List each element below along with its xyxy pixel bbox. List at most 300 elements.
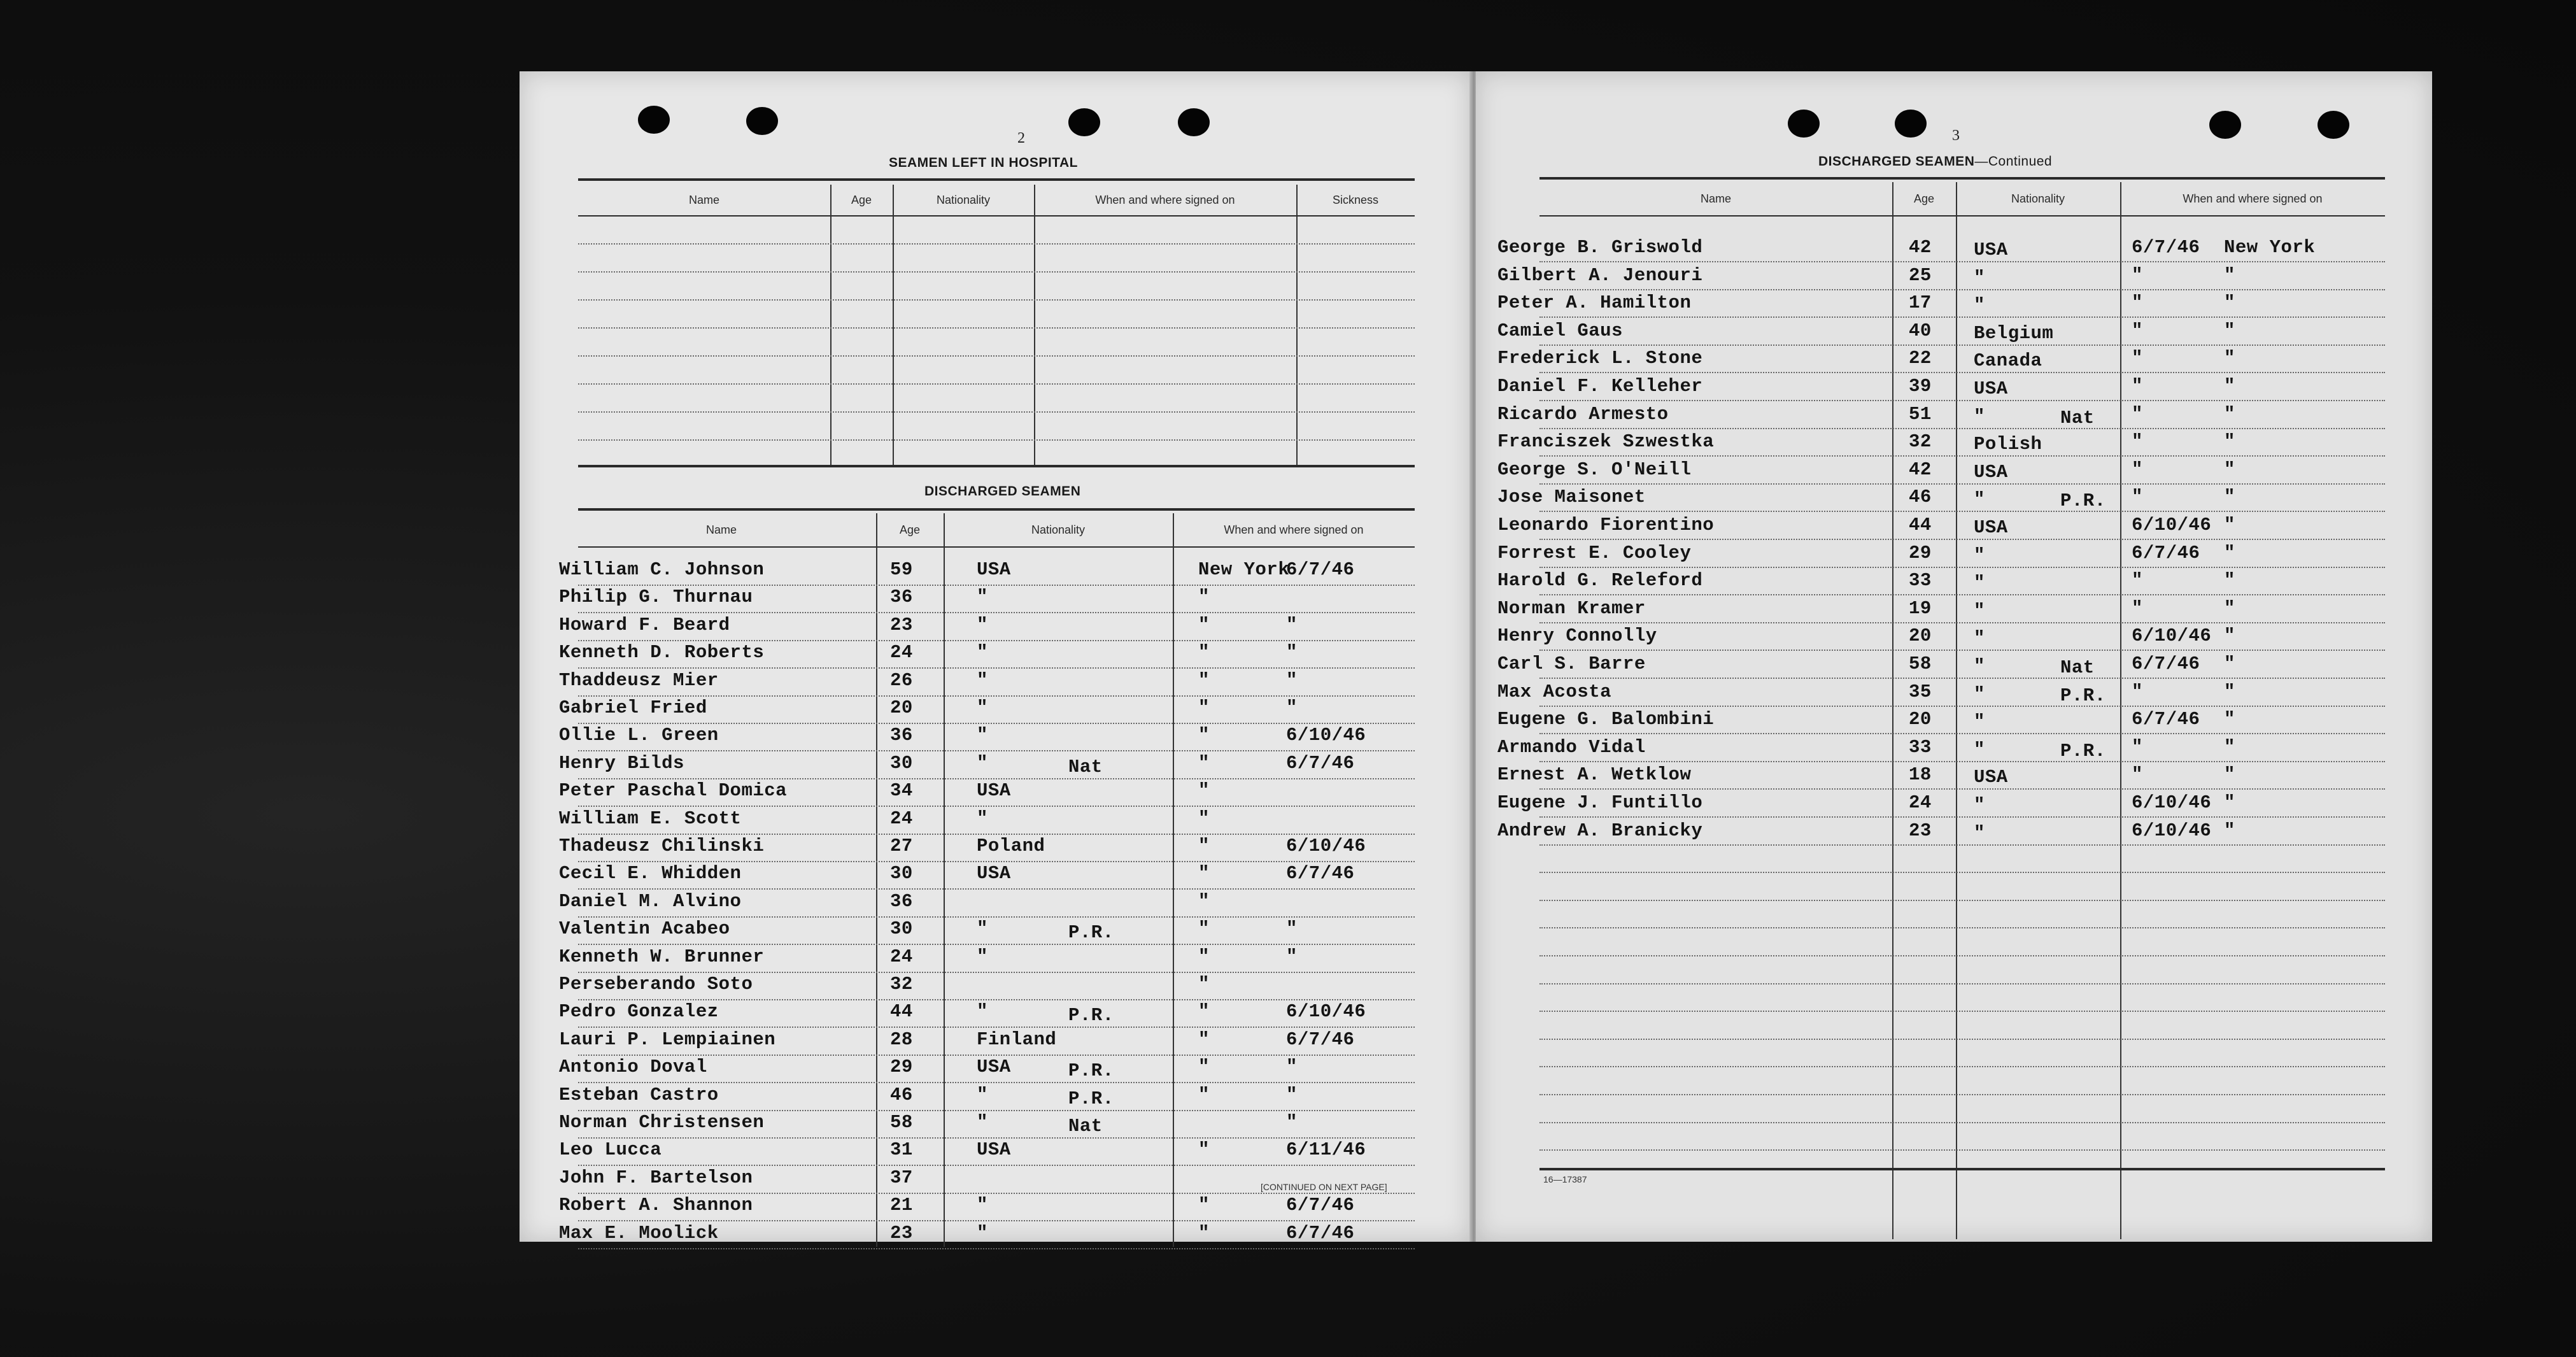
punch-hole xyxy=(638,106,670,134)
seaman-nationality: USA xyxy=(1974,767,2008,788)
seaman-age: 31 xyxy=(890,1139,913,1160)
seaman-nationality: " xyxy=(1974,739,1985,760)
row-rule xyxy=(578,1137,1415,1139)
seaman-nationality: USA xyxy=(977,863,1011,884)
seaman-nationality-note: P.R. xyxy=(1068,1088,1114,1109)
signed-on-date: 6/10/46 xyxy=(1286,1001,1366,1022)
seaman-name: Gilbert A. Jenouri xyxy=(1497,265,1703,286)
right-page xyxy=(1476,71,2432,1242)
seaman-age: 29 xyxy=(890,1056,913,1077)
seaman-age: 24 xyxy=(890,642,913,663)
seaman-age: 36 xyxy=(890,586,913,607)
signed-on-date: 6/10/46 xyxy=(1286,725,1366,746)
signed-on-place: " xyxy=(2224,764,2235,785)
seaman-name: Perseberando Soto xyxy=(559,974,753,995)
seaman-name: Ollie L. Green xyxy=(559,725,719,746)
row-rule xyxy=(578,640,1415,641)
signed-on-place: " xyxy=(2224,459,2235,480)
seaman-age: 37 xyxy=(890,1167,913,1188)
hospital-section-title: SEAMEN LEFT IN HOSPITAL xyxy=(889,155,1078,170)
seaman-nationality: " xyxy=(1974,295,1985,316)
signed-on-place: New York xyxy=(1198,559,1290,580)
seaman-nationality: " xyxy=(977,697,988,718)
seaman-name: Ricardo Armesto xyxy=(1497,404,1669,425)
row-rule xyxy=(1539,816,2385,818)
row-rule xyxy=(578,612,1415,613)
signed-on-place: " xyxy=(2224,570,2235,591)
seaman-nationality: USA xyxy=(1974,239,2008,260)
punch-hole xyxy=(1788,110,1820,138)
punch-hole xyxy=(1178,108,1210,136)
seaman-nationality: USA xyxy=(1974,462,2008,483)
left-page xyxy=(520,71,1471,1242)
seaman-age: 20 xyxy=(1909,625,1932,646)
seaman-nationality: Belgium xyxy=(1974,323,2054,344)
col-header-sickness: Sickness xyxy=(1332,194,1379,206)
seaman-nationality: " xyxy=(977,1084,988,1105)
signed-on-date: 6/7/46 xyxy=(2132,709,2200,730)
seaman-age: 33 xyxy=(1909,737,1932,758)
signed-on-date: " xyxy=(1286,697,1298,718)
signed-on-date: 6/7/46 xyxy=(1286,753,1355,774)
signed-on-place: " xyxy=(1198,918,1210,939)
col-header-age: Age xyxy=(851,194,872,206)
seaman-nationality: " xyxy=(1974,545,1985,566)
signed-on-place: " xyxy=(2224,431,2235,452)
seaman-nationality: " xyxy=(1974,795,1985,816)
row-rule xyxy=(1539,1066,2385,1067)
rule xyxy=(578,383,1415,385)
discharged-section-title: DISCHARGED SEAMEN xyxy=(924,484,1081,499)
seaman-nationality: USA xyxy=(1974,378,2008,399)
signed-on-place: " xyxy=(1198,670,1210,691)
seaman-nationality: " xyxy=(977,1001,988,1022)
seaman-nationality: " xyxy=(1974,711,1985,732)
seaman-nationality-note: P.R. xyxy=(1068,1060,1114,1081)
seaman-nationality-note: P.R. xyxy=(2060,685,2106,706)
signed-on-place: " xyxy=(2224,543,2235,564)
row-rule xyxy=(1539,927,2385,928)
col-header-nationality: Nationality xyxy=(936,194,991,206)
signed-on-place: New York xyxy=(2224,237,2316,258)
seaman-age: 24 xyxy=(890,946,913,967)
signed-on-place: " xyxy=(2224,292,2235,313)
signed-on-date: 6/10/46 xyxy=(2132,625,2212,646)
row-rule xyxy=(1539,372,2385,373)
row-rule xyxy=(578,750,1415,751)
seaman-nationality: " xyxy=(977,918,988,939)
col-header-name: Name xyxy=(1700,192,1731,205)
signed-on-date: 6/10/46 xyxy=(2132,820,2212,841)
seaman-age: 44 xyxy=(1909,515,1932,536)
row-rule xyxy=(1539,844,2385,846)
row-rule xyxy=(1539,539,2385,540)
col-header-signed-on: When and where signed on xyxy=(1095,194,1235,206)
row-rule xyxy=(578,916,1415,918)
seaman-age: 21 xyxy=(890,1195,913,1216)
seaman-nationality: Finland xyxy=(977,1029,1057,1050)
rule xyxy=(578,299,1415,301)
seaman-name: Andrew A. Branicky xyxy=(1497,820,1703,841)
signed-on-place: " xyxy=(1198,863,1210,884)
seaman-age: 23 xyxy=(1909,820,1932,841)
signed-on-place: " xyxy=(2224,709,2235,730)
seaman-age: 58 xyxy=(1909,653,1932,674)
seaman-age: 39 xyxy=(1909,376,1932,397)
seaman-nationality-note: Nat xyxy=(2060,657,2095,678)
seaman-age: 22 xyxy=(1909,348,1932,369)
seaman-nationality: " xyxy=(977,753,988,774)
seaman-nationality: " xyxy=(1974,823,1985,844)
seaman-age: 25 xyxy=(1909,265,1932,286)
seaman-nationality-note: P.R. xyxy=(1068,1005,1114,1026)
col-header-signed-on: When and where signed on xyxy=(2183,192,2323,205)
seaman-nationality: " xyxy=(977,586,988,607)
row-rule xyxy=(1539,955,2385,956)
row-rule xyxy=(1539,483,2385,485)
seaman-age: 35 xyxy=(1909,681,1932,702)
signed-on-date: " xyxy=(2132,348,2143,369)
seaman-name: Camiel Gaus xyxy=(1497,320,1623,341)
section-title-main: DISCHARGED SEAMEN xyxy=(1818,154,1975,169)
col-divider xyxy=(1892,182,1893,1239)
row-rule xyxy=(578,1248,1415,1249)
row-rule xyxy=(1539,650,2385,651)
row-rule xyxy=(1539,788,2385,790)
signed-on-date: " xyxy=(1286,615,1298,636)
seaman-name: Eugene G. Balombini xyxy=(1497,709,1715,730)
seaman-nationality: USA xyxy=(977,559,1011,580)
row-rule xyxy=(578,1055,1415,1056)
signed-on-date: " xyxy=(2132,431,2143,452)
seaman-nationality: " xyxy=(1974,267,1985,288)
signed-on-place: " xyxy=(1198,1139,1210,1160)
signed-on-date: 6/11/46 xyxy=(1286,1139,1366,1160)
col-header-nationality: Nationality xyxy=(1031,523,1086,536)
row-rule xyxy=(578,778,1415,779)
signed-on-place: " xyxy=(2224,320,2235,341)
seaman-nationality: " xyxy=(977,642,988,663)
signed-on-date: " xyxy=(2132,737,2143,758)
rule xyxy=(578,178,1415,181)
signed-on-date: " xyxy=(2132,459,2143,480)
signed-on-place: " xyxy=(2224,487,2235,508)
seaman-age: 46 xyxy=(1909,487,1932,508)
signed-on-place: " xyxy=(1198,974,1210,995)
row-rule xyxy=(1539,900,2385,901)
seaman-name: Gabriel Fried xyxy=(559,697,707,718)
seaman-name: Lauri P. Lempiainen xyxy=(559,1029,776,1050)
col-divider xyxy=(893,185,894,467)
seaman-name: William C. Johnson xyxy=(559,559,765,580)
signed-on-date: " xyxy=(2132,265,2143,286)
seaman-name: Max E. Moolick xyxy=(559,1223,719,1244)
row-rule xyxy=(578,723,1415,724)
signed-on-place: " xyxy=(2224,515,2235,536)
seaman-age: 44 xyxy=(890,1001,913,1022)
signed-on-place: " xyxy=(2224,625,2235,646)
signed-on-date: " xyxy=(2132,764,2143,785)
rule xyxy=(1539,177,2385,180)
seaman-nationality: " xyxy=(977,808,988,829)
row-rule xyxy=(578,1082,1415,1083)
seaman-nationality-note: P.R. xyxy=(1068,922,1114,943)
seaman-name: Daniel M. Alvino xyxy=(559,891,742,912)
signed-on-date: 6/7/46 xyxy=(1286,559,1355,580)
row-rule xyxy=(578,1027,1415,1028)
seaman-name: Harold G. Releford xyxy=(1497,570,1703,591)
seaman-name: Thaddeusz Mier xyxy=(559,670,719,691)
seaman-nationality-note: Nat xyxy=(1068,757,1103,778)
signed-on-place: " xyxy=(1198,1084,1210,1105)
row-rule xyxy=(1539,345,2385,346)
signed-on-date: " xyxy=(1286,670,1298,691)
seaman-age: 32 xyxy=(1909,431,1932,452)
page-number: 2 xyxy=(1017,130,1025,146)
signed-on-place: " xyxy=(1198,1001,1210,1022)
row-rule xyxy=(1539,983,2385,984)
punch-hole xyxy=(2209,111,2241,139)
row-rule xyxy=(1539,1094,2385,1095)
seaman-name: Leonardo Fiorentino xyxy=(1497,515,1715,536)
row-rule xyxy=(1539,289,2385,290)
seaman-nationality: USA xyxy=(977,1056,1011,1077)
row-rule xyxy=(1539,261,2385,262)
row-rule xyxy=(578,806,1415,807)
seaman-age: 36 xyxy=(890,725,913,746)
col-divider xyxy=(1296,185,1298,467)
signed-on-place: " xyxy=(2224,376,2235,397)
punch-hole xyxy=(746,107,778,135)
seaman-nationality: " xyxy=(977,1112,988,1133)
seaman-age: 27 xyxy=(890,835,913,856)
seaman-nationality: " xyxy=(977,670,988,691)
signed-on-place: " xyxy=(1198,1223,1210,1244)
seaman-nationality: " xyxy=(1974,684,1985,705)
signed-on-place: " xyxy=(1198,615,1210,636)
signed-on-place: " xyxy=(1198,835,1210,856)
seaman-nationality: " xyxy=(1974,406,1985,427)
signed-on-date: " xyxy=(2132,598,2143,619)
signed-on-place: " xyxy=(1198,586,1210,607)
row-rule xyxy=(578,667,1415,669)
col-header-name: Name xyxy=(688,194,719,206)
seaman-name: Frederick L. Stone xyxy=(1497,348,1703,369)
row-rule xyxy=(1539,455,2385,457)
col-divider xyxy=(830,185,832,467)
row-rule xyxy=(1539,316,2385,318)
row-rule xyxy=(578,695,1415,697)
signed-on-place: " xyxy=(2224,792,2235,813)
seaman-nationality: " xyxy=(1974,572,1985,593)
row-rule xyxy=(1539,594,2385,595)
seaman-age: 30 xyxy=(890,753,913,774)
rule xyxy=(578,411,1415,413)
signed-on-date: " xyxy=(1286,642,1298,663)
col-header-age: Age xyxy=(1913,192,1935,205)
signed-on-date: " xyxy=(2132,404,2143,425)
row-rule xyxy=(1539,678,2385,679)
seaman-age: 17 xyxy=(1909,292,1932,313)
col-header-signed-on: When and where signed on xyxy=(1224,523,1364,536)
seaman-nationality: USA xyxy=(1974,517,2008,538)
seaman-age: 59 xyxy=(890,559,913,580)
signed-on-date: " xyxy=(2132,570,2143,591)
signed-on-place: " xyxy=(1198,1056,1210,1077)
seaman-name: Armando Vidal xyxy=(1497,737,1646,758)
punch-hole xyxy=(2318,111,2349,139)
row-rule xyxy=(578,1193,1415,1194)
form-number: 16—17387 xyxy=(1543,1174,1587,1184)
col-divider xyxy=(2120,182,2121,1239)
seaman-name: Jose Maisonet xyxy=(1497,487,1646,508)
seaman-nationality: Canada xyxy=(1974,350,2042,371)
row-rule xyxy=(1539,400,2385,401)
row-rule xyxy=(1539,1039,2385,1040)
seaman-name: Carl S. Barre xyxy=(1497,653,1646,674)
seaman-name: Leo Lucca xyxy=(559,1139,662,1160)
seaman-age: 20 xyxy=(890,697,913,718)
row-rule xyxy=(1539,761,2385,762)
seaman-nationality: " xyxy=(1974,600,1985,622)
seaman-name: Eugene J. Funtillo xyxy=(1497,792,1703,813)
seaman-name: Peter Paschal Domica xyxy=(559,780,788,801)
seaman-nationality: " xyxy=(977,615,988,636)
rule xyxy=(578,465,1415,467)
section-title-suffix: —Continued xyxy=(1974,154,2053,169)
row-rule xyxy=(1539,567,2385,568)
seaman-nationality: " xyxy=(1974,656,1985,677)
seaman-name: Esteban Castro xyxy=(559,1084,719,1105)
row-rule xyxy=(578,834,1415,835)
seaman-age: 30 xyxy=(890,863,913,884)
row-rule xyxy=(1539,872,2385,873)
seaman-age: 29 xyxy=(1909,543,1932,564)
row-rule xyxy=(1539,733,2385,734)
col-divider xyxy=(1956,182,1957,1239)
rule xyxy=(578,508,1415,511)
col-divider xyxy=(1034,185,1035,467)
seaman-age: 32 xyxy=(890,974,913,995)
row-rule xyxy=(578,888,1415,890)
rule xyxy=(578,546,1415,548)
signed-on-place: " xyxy=(2224,681,2235,702)
seaman-age: 46 xyxy=(890,1084,913,1105)
signed-on-place: " xyxy=(2224,653,2235,674)
seaman-name: Norman Kramer xyxy=(1497,598,1646,619)
row-rule xyxy=(578,861,1415,862)
signed-on-date: " xyxy=(2132,487,2143,508)
seaman-nationality: " xyxy=(977,946,988,967)
seaman-age: 42 xyxy=(1909,459,1932,480)
row-rule xyxy=(578,1220,1415,1221)
row-rule xyxy=(578,585,1415,586)
signed-on-place: " xyxy=(2224,737,2235,758)
discharged-continued-title xyxy=(1818,154,2052,169)
page-number: 3 xyxy=(1952,127,1960,144)
seaman-name: Henry Connolly xyxy=(1497,625,1657,646)
seaman-name: Franciszek Szwestka xyxy=(1497,431,1715,452)
seaman-age: 23 xyxy=(890,615,913,636)
seaman-name: Cecil E. Whidden xyxy=(559,863,742,884)
row-rule xyxy=(578,944,1415,945)
row-rule xyxy=(1539,428,2385,429)
signed-on-date: 6/7/46 xyxy=(1286,1223,1355,1244)
seaman-nationality: " xyxy=(1974,489,1985,510)
seaman-nationality: Poland xyxy=(977,835,1045,856)
seaman-age: 42 xyxy=(1909,237,1932,258)
seaman-name: Henry Bilds xyxy=(559,753,684,774)
signed-on-date: " xyxy=(2132,292,2143,313)
signed-on-date: 6/10/46 xyxy=(2132,515,2212,536)
signed-on-date: " xyxy=(2132,681,2143,702)
seaman-age: 28 xyxy=(890,1029,913,1050)
seaman-nationality-note: P.R. xyxy=(2060,490,2106,511)
rule xyxy=(578,215,1415,217)
signed-on-date: 6/10/46 xyxy=(1286,835,1366,856)
signed-on-place: " xyxy=(1198,1195,1210,1216)
rule xyxy=(1539,215,2385,217)
seaman-nationality: " xyxy=(977,725,988,746)
signed-on-date: " xyxy=(1286,946,1298,967)
seaman-name: John F. Bartelson xyxy=(559,1167,753,1188)
signed-on-date: 6/7/46 xyxy=(2132,653,2200,674)
signed-on-date: " xyxy=(1286,1084,1298,1105)
seaman-name: William E. Scott xyxy=(559,808,742,829)
signed-on-place: " xyxy=(2224,598,2235,619)
signed-on-date: 6/7/46 xyxy=(1286,863,1355,884)
seaman-name: Howard F. Beard xyxy=(559,615,730,636)
row-rule xyxy=(1539,1122,2385,1123)
signed-on-place: " xyxy=(2224,404,2235,425)
signed-on-date: " xyxy=(2132,376,2143,397)
col-header-age: Age xyxy=(899,523,921,536)
signed-on-place: " xyxy=(1198,808,1210,829)
seaman-age: 58 xyxy=(890,1112,913,1133)
signed-on-place: " xyxy=(2224,820,2235,841)
rule xyxy=(578,243,1415,245)
seaman-age: 24 xyxy=(890,808,913,829)
seaman-age: 19 xyxy=(1909,598,1932,619)
punch-hole xyxy=(1895,110,1927,138)
seaman-nationality: " xyxy=(977,1223,988,1244)
row-rule xyxy=(1539,1011,2385,1012)
seaman-age: 36 xyxy=(890,891,913,912)
seaman-age: 40 xyxy=(1909,320,1932,341)
seaman-nationality: " xyxy=(977,1195,988,1216)
seaman-nationality-note: Nat xyxy=(1068,1116,1103,1137)
seaman-name: Valentin Acabeo xyxy=(559,918,730,939)
rule xyxy=(578,271,1415,273)
signed-on-place: " xyxy=(1198,725,1210,746)
signed-on-date: 6/7/46 xyxy=(2132,237,2200,258)
seaman-name: Thadeusz Chilinski xyxy=(559,835,765,856)
seaman-age: 34 xyxy=(890,780,913,801)
seaman-nationality: " xyxy=(1974,628,1985,649)
signed-on-date: " xyxy=(1286,1112,1298,1133)
signed-on-place: " xyxy=(1198,642,1210,663)
row-rule xyxy=(578,1165,1415,1166)
row-rule xyxy=(1539,706,2385,707)
seaman-name: Kenneth D. Roberts xyxy=(559,642,765,663)
seaman-name: George S. O'Neill xyxy=(1497,459,1692,480)
signed-on-date: 6/7/46 xyxy=(2132,543,2200,564)
row-rule xyxy=(1539,1149,2385,1151)
signed-on-place: " xyxy=(1198,753,1210,774)
signed-on-date: " xyxy=(2132,320,2143,341)
rule xyxy=(578,355,1415,357)
seaman-nationality: Polish xyxy=(1974,434,2042,455)
